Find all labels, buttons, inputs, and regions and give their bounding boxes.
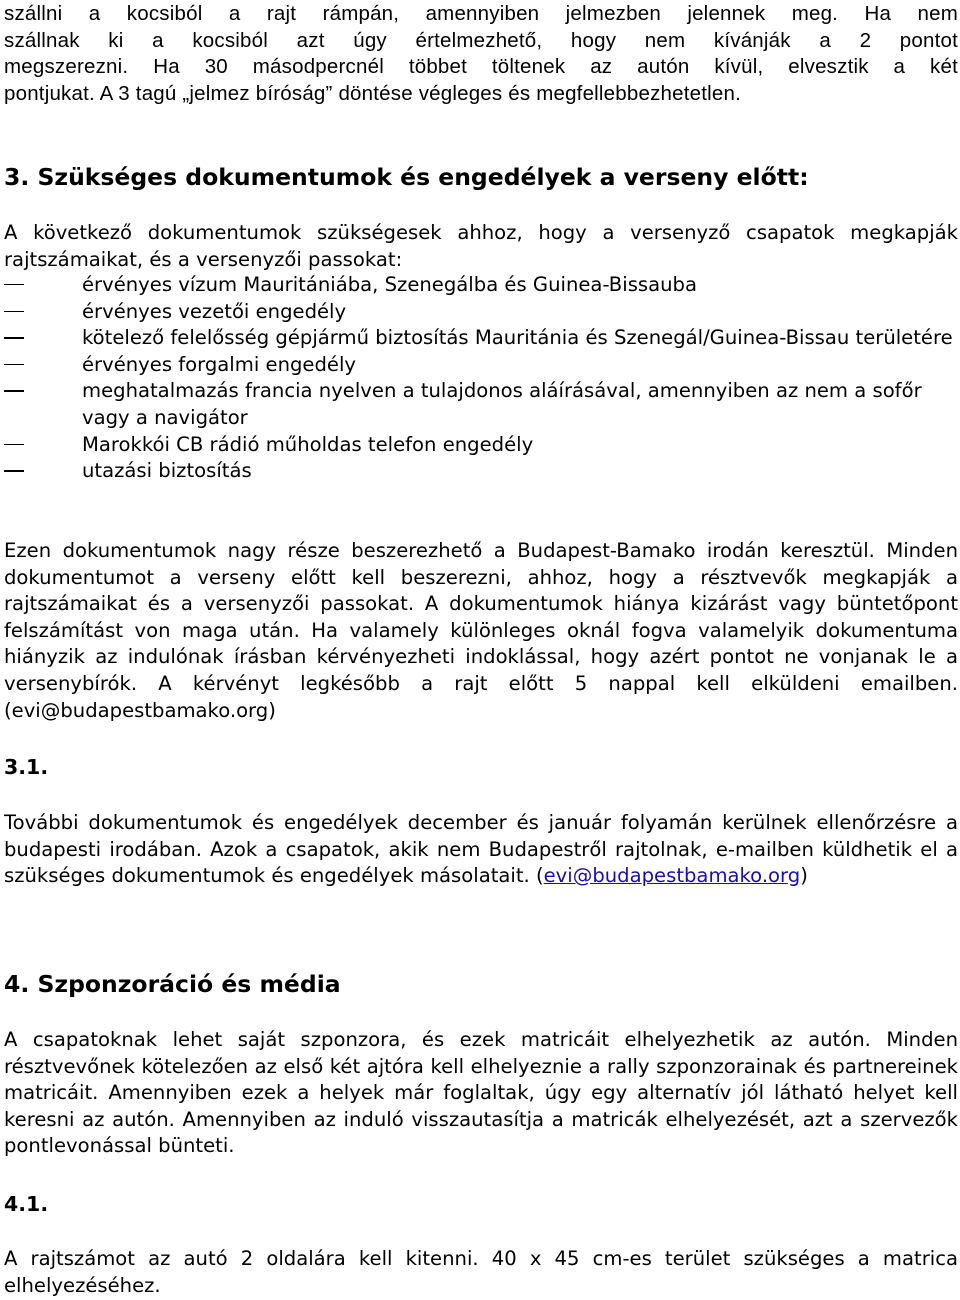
list-item [4, 458, 958, 485]
dash-bullet [4, 390, 24, 391]
list-item-text: kötelező felelősség gépjármű biztosítás Mauritánia és Szenegál/Guinea-Bissau területére [82, 326, 953, 350]
section-4-1-body: A rajtszámot az autó 2 oldalára kell kitenni. 40 x 45 cm-es terület szükséges a matrica elhelyezéséhez. [4, 1247, 958, 1297]
list-item-text: érvényes vezetői engedély [82, 299, 347, 323]
section-4-body: A csapatoknak lehet saját szponzora, és ezek matricáit elhelyezhetik az autón. Minden résztvevőnek kötelezően az első két ajtóra kell elhelyeznie a rally szponzorainak és partnereinek matricáit. Amennyiben ezek a helyek már foglaltak, úgy egy alternatív jól látható helyet kell keresni az autón. Amennyiben az induló visszautasítja a matricák elhelyezését, azt a szervezők pontlevonással bünteti. [4, 1028, 958, 1158]
email-link[interactable]: evi@budapestbamako.org [543, 864, 801, 888]
section-4-1-heading: 4.1. [4, 1192, 49, 1216]
intro-paragraph [4, 1, 958, 107]
section-3-1-text: További dokumentumok és engedélyek december és január folyamán kerülnek ellenőrzésre a budapesti irodában. Azok a csapatok, akik nem Budapestről rajtolnak, e-mailben küldhetik el a szükséges dokumentumok és engedélyek másolatait. ( [4, 811, 958, 888]
list-item-text: érvényes vízum Mauritániába, Szenegálba és Guinea-Bissauba [82, 273, 697, 296]
dash-bullet [4, 444, 24, 445]
section-3-1-closing: ) [800, 864, 808, 888]
list-item-text: érvényes forgalmi engedély [82, 352, 357, 376]
section-3-intro: A következő dokumentumok szükségesek ahhoz, hogy a versenyző csapatok megkapják rajtszámaikat, és a versenyzői passokat: [4, 221, 958, 271]
intro-line-2: szállnak ki a kocsiból azt úgy értelmezhető, hogy nem kívánják a 2 pontot [4, 28, 958, 52]
dash-bullet [4, 364, 24, 365]
intro-line-3: megszerezni. Ha 30 másodpercnél többet töltenek az autón kívül, elvesztik a két [4, 55, 958, 79]
required-documents-list [4, 272, 958, 485]
list-item [4, 352, 958, 379]
list-item-text: utazási biztosítás [82, 459, 252, 483]
list-item [4, 272, 958, 299]
intro-line-1: szállni a kocsiból a rajt rámpán, amennyiben jelmezben jelennek meg. Ha nem [4, 2, 958, 25]
section-3-1-heading: 3.1. [4, 755, 49, 779]
section-3-body: Ezen dokumentumok nagy része beszerezhető a Budapest-Bamako irodán keresztül. Minden dokumentumot a verseny előtt kell beszerezni, ahhoz, hogy a résztvevők megkapják a rajtszámaikat és a versenyzői passokat. A dokumentumok hiánya kizárást vagy büntetőpont felszámítást von maga után. Ha valamely különleges oknál fogva valamelyik dokumentuma hiányzik az indulónak írásban kérvényezheti indoklással, hogy azért pontot ne vonjanak le a versenybírók. A kérvényt legkésőbb a rajt előtt 5 nappal kell elküldeni emailben. (evi@budapestbamako.org) [4, 539, 958, 722]
list-item-text: meghatalmazás francia nyelven a tulajdonos aláírásával, amennyiben az nem a sofőr vagy a navigátor [82, 379, 922, 429]
section-4-heading: 4. Szponzoráció és média [4, 970, 341, 998]
intro-line-4: pontjukat. A 3 tagú „jelmez bíróság” döntése végleges és megfellebbezhetetlen. [4, 81, 741, 105]
section-3-1-body [4, 810, 958, 890]
list-item [4, 432, 958, 459]
dash-bullet [4, 470, 24, 471]
list-item [4, 378, 958, 431]
dash-bullet [4, 311, 24, 312]
list-item [4, 299, 958, 326]
dash-bullet [4, 284, 24, 285]
section-3-heading: 3. Szükséges dokumentumok és engedélyek a verseny előtt: [4, 163, 809, 191]
list-item [4, 325, 958, 352]
dash-bullet [4, 337, 24, 338]
list-item-text: Marokkói CB rádió műholdas telefon engedély [82, 432, 534, 456]
